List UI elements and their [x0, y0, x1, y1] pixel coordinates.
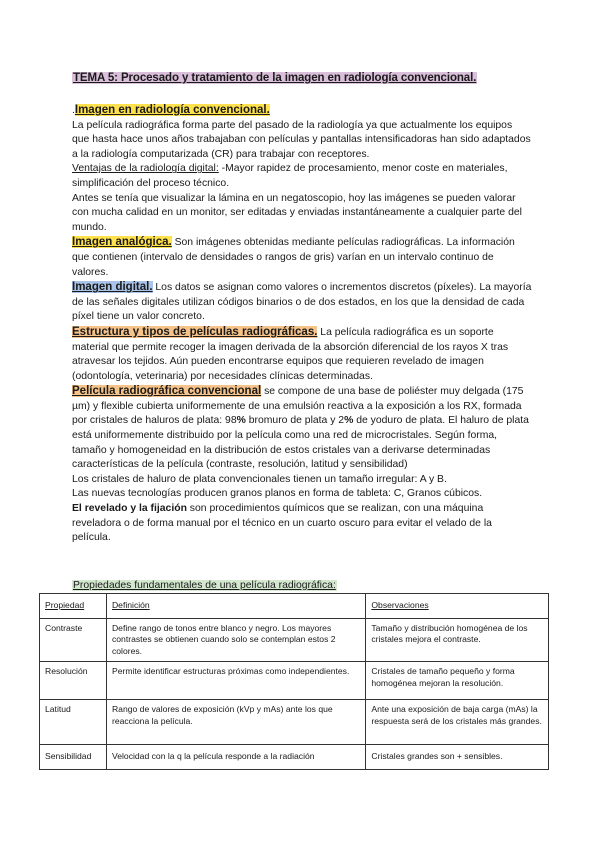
advantages-label: Ventajas de la radiología digital: — [72, 163, 219, 175]
heading-imagen-digital: Imagen digital. — [72, 281, 153, 294]
advantages-text: -Mayor rapidez de procesamiento, menor coste en materiales, simplificación del proceso técnico. — [72, 163, 508, 189]
table-header-row — [40, 594, 549, 619]
percent-yoduro: % — [344, 415, 354, 427]
development-paragraph — [72, 502, 532, 546]
conventional-text-b: bromuro de plata y 2 — [245, 415, 345, 427]
table-row — [40, 745, 549, 770]
cell-definition: Define rango de tonos entre blanco y negro. Los mayores contrastes se obtienen cuando solo se contemplan estos 2 colores. — [106, 618, 365, 662]
header-propiedad: Propiedad — [40, 594, 107, 619]
intro-prefix: . — [72, 105, 75, 116]
intro-paragraph: La película radiográfica forma parte del pasado de la radiología ya que actualmente los equipos que hasta hace unos años trabajaban con películas y pantallas intensificadoras han sido adaptados a la radiología computarizada (CR) para trabajar con receptores. — [72, 119, 531, 160]
advantages-paragraph — [72, 162, 532, 191]
cell-definition: Permite identificar estructuras próximas como independientes. — [106, 662, 365, 700]
cell-definition: Rango de valores de exposición (kVp y mAs) ante los que reacciona la película. — [106, 700, 365, 745]
cell-observation: Tamaño y distribución homogénea de los cristales mejora el contraste. — [366, 618, 549, 662]
cell-property: Contraste — [40, 618, 107, 662]
header-observaciones: Observaciones — [366, 594, 549, 619]
table-row — [40, 662, 549, 700]
properties-table — [39, 593, 549, 770]
development-label: El revelado y la fijación — [72, 503, 187, 515]
digital-text: Los datos se asignan como valores o incrementos discretos (píxeles). La mayoría de las señales digitales utilizan códigos binarios o de dos estados, en los que la densidad de cada píxel tiene un valor concreto. — [72, 282, 532, 323]
digital-paragraph — [72, 280, 532, 325]
table-caption: Propiedades fundamentales de una película radiográfica: — [73, 580, 336, 591]
heading-imagen-analogica: Imagen analógica. — [72, 236, 172, 249]
monitor-paragraph: Antes se tenía que visualizar la lámina en un negatoscopio, hoy las imágenes se pueden valorar con mucha calidad en un monitor, ser editadas y enviadas instantáneamente a cualquier parte del mundo. — [72, 192, 522, 233]
development-text: son procedimientos químicos que se realizan, con una máquina reveladora o de forma manual por el técnico en un cuarto oscuro para evitar el velado de la película. — [72, 503, 492, 544]
structure-paragraph — [72, 325, 532, 384]
new-tech-paragraph: Las nuevas tecnologías producen granos planos en forma de tableta: C, Granos cúbicos. — [72, 488, 483, 500]
conventional-text-a: se compone de una base de poliéster muy delgada (175 µm) y flexible cubierta uniformemente de una emulsión reactiva a la exposición a los RX, formada por cristales de haluros de plata: 98 — [72, 386, 524, 427]
table-row — [40, 618, 549, 662]
analog-text: Son imágenes obtenidas mediante películas radiográficas. La información que contienen (intervalo de densidades o rangos de gris) varían en un intervalo continuo de valores. — [72, 237, 515, 278]
heading-estructura-tipos: Estructura y tipos de películas radiográficas. — [72, 325, 318, 338]
percent-bromuro: % — [236, 415, 246, 427]
cell-property: Latitud — [40, 700, 107, 745]
conventional-text-c: de yoduro de plata. El haluro de plata está uniformemente distribuido por la película como una red de microcristales. Según forma, tamaño y homogeneidad en la distribución de estos cristales van a derivarse determinadas características de la película (contraste, resolución, latitud y sensibilidad) — [72, 415, 529, 471]
cell-observation: Cristales de tamaño pequeño y forma homogénea mejoran la resolución. — [366, 662, 549, 700]
page-title: TEMA 5: Procesado y tratamiento de la imagen en radiología convencional. — [73, 72, 477, 84]
cell-property: Sensibilidad — [40, 745, 107, 770]
cell-observation: Cristales grandes son + sensibles. — [366, 745, 549, 770]
header-definicion: Definición — [106, 594, 365, 619]
cell-property: Resolución — [40, 662, 107, 700]
document-body — [72, 103, 532, 546]
heading-imagen-convencional: Imagen en radiología convencional. — [74, 104, 270, 116]
conventional-paragraph — [72, 384, 532, 473]
cell-observation: Ante una exposición de baja carga (mAs) la respuesta será de los cristales más grandes. — [366, 700, 549, 745]
heading-pelicula-convencional: Película radiográfica convencional — [72, 385, 262, 398]
cell-definition: Velocidad con la q la película responde a la radiación — [106, 745, 365, 770]
analog-paragraph — [72, 235, 532, 280]
structure-text: La película radiográfica es un soporte material que permite recoger la imagen derivada de la absorción diferencial de los rayos X tras atravesar los tejidos. Aún pueden encontrarse equipos que requieren revelado de imagen (odontología, veterinaria) por necesidades clínicas determinadas. — [72, 326, 509, 382]
intro-section — [72, 103, 532, 119]
table-row — [40, 700, 549, 745]
crystals-paragraph: Los cristales de haluro de plata convencionales tienen un tamaño irregular: A y B. — [72, 473, 447, 485]
